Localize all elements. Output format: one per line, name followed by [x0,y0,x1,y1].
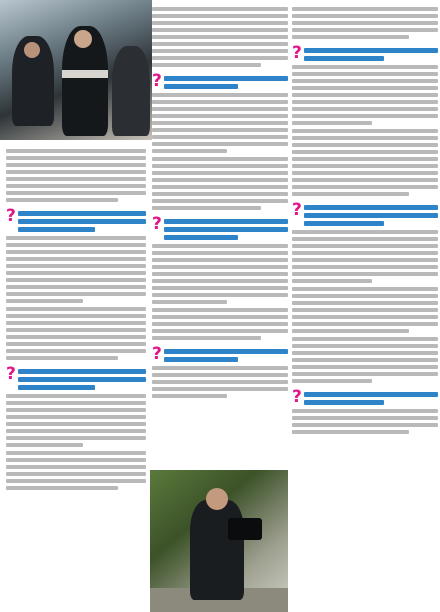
question-mark-icon: ? [6,364,16,384]
paragraph [292,409,438,434]
question-block [6,366,146,390]
paragraph [6,236,146,303]
paragraph [292,230,438,283]
paragraph [6,149,146,202]
paragraph [6,394,146,447]
article-column-2 [152,4,288,466]
question-block [6,208,146,232]
article-column-1 [6,146,146,612]
paragraph [292,287,438,333]
paragraph [152,93,288,153]
paragraph [152,157,288,210]
paragraph [152,244,288,304]
paragraph [292,337,438,383]
question-mark-icon: ? [292,43,302,63]
paragraph [292,129,438,196]
question-block [152,216,288,240]
question-mark-icon: ? [152,71,162,91]
question-block [292,389,438,405]
article-column-3 [292,4,438,608]
paragraph [292,65,438,125]
question-mark-icon: ? [152,214,162,234]
paragraph [152,308,288,340]
camera-icon [228,518,262,540]
question-mark-icon: ? [152,344,162,364]
question-mark-icon: ? [292,200,302,220]
question-block [152,346,288,362]
paragraph [6,307,146,360]
question-mark-icon: ? [6,206,16,226]
question-mark-icon: ? [292,387,302,407]
question-block [152,73,288,89]
question-block [292,202,438,226]
photo-cameraman [150,470,288,612]
paragraph [292,7,438,39]
paragraph [152,7,288,67]
paragraph [152,366,288,398]
paragraph [6,451,146,490]
photo-team-group [0,0,152,140]
question-block [292,45,438,61]
